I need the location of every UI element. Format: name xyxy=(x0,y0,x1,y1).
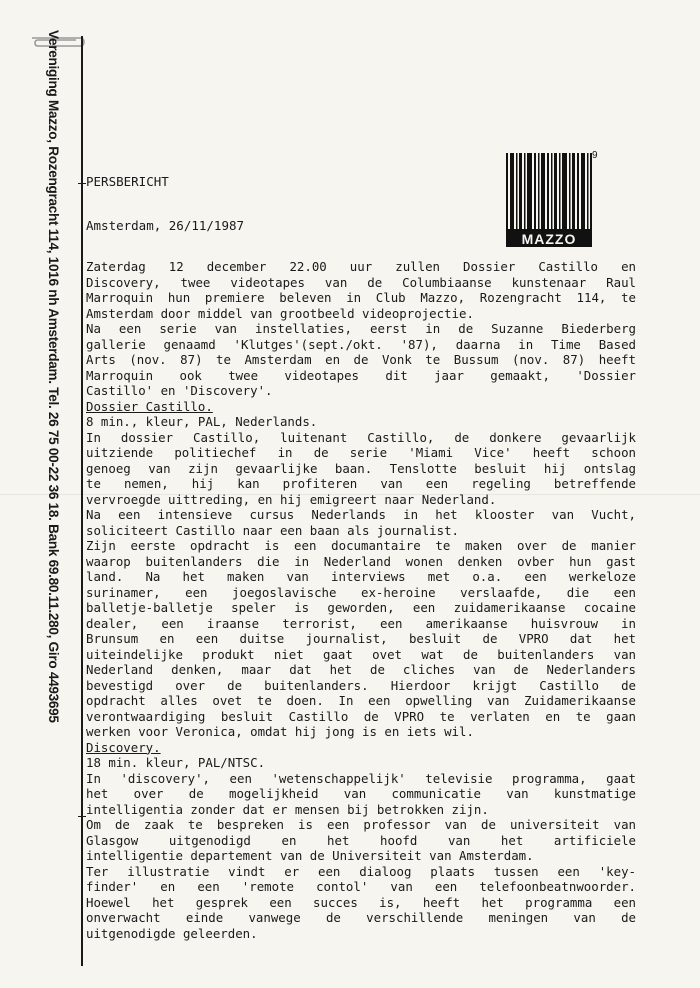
body-line: vervroegde uittreding, en hij emigreert naar Nederland. xyxy=(86,491,497,507)
body-line: Castillo' en 'Discovery'. xyxy=(86,383,273,398)
body-line: land. Na het maken van interviews met o.a. een werkeloze xyxy=(86,569,636,584)
logo-number: 9 xyxy=(592,150,598,161)
body-line: balletje-balletje speler is geworden, een zuidamerikaanse cocaine xyxy=(86,600,636,615)
body-line: intelligentia zonder dat er mensen bij betrokken zijn. xyxy=(86,801,489,817)
body-line: Na een intensieve cursus Nederlands in het klooster van Vucht, xyxy=(86,507,636,522)
body-line: Glasgow uitgenodigd en het hoofd van het artificiele xyxy=(86,832,636,848)
body-line: dealer, een iraanse terrorist, een amerikaanse huisvrouw in xyxy=(86,615,636,631)
body-line: Na een serie van instellaties, eerst in de Suzanne Biederberg xyxy=(86,321,636,336)
section-heading-discovery: Discovery. xyxy=(86,739,161,755)
section-heading-dossier-castillo: Dossier Castillo. xyxy=(86,398,213,414)
body-line: finder' en een 'remote contol' van een telefoonbeatnwoorder. xyxy=(86,879,636,894)
body-line: Zaterdag 12 december 22.00 uur zullen Dossier Castillo en xyxy=(86,259,636,274)
body-line: Om de zaak te bespreken is een professor van de universiteit van xyxy=(86,817,636,832)
body-line: In dossier Castillo, luitenant Castillo, de donkere gevaarlijk xyxy=(86,429,636,445)
body-line: onverwacht einde vanwege de verschillende meningen van de xyxy=(86,910,636,925)
hole-mark-bottom xyxy=(78,816,86,817)
body-line: bevestigd over de buitenlanders. Hierdoor krijgt Castillo de xyxy=(86,677,636,693)
mazzo-barcode-logo xyxy=(506,153,602,249)
body-line: 18 min. kleur, PAL/NTSC. xyxy=(86,755,266,770)
body-line: het over de mogelijkheid van communicatie van kunstmatige xyxy=(86,786,636,801)
hole-mark-top xyxy=(78,183,86,184)
body-line: In 'discovery', een 'wetenschappelijk' televisie programma, gaat xyxy=(86,770,636,786)
body-line: Hoewel het gesprek een succes is, heeft het programma een xyxy=(86,894,636,910)
body-line: Brunsum en een duitse journalist, besluit de VPRO dat het xyxy=(86,631,636,646)
sidebar-address: Vereniging Mazzo, Rozengracht 114, 1016 nh Amsterdam. Tel. 26 75 00-22 36 18. Bank 69.80.11.280, Giro 4493695 xyxy=(46,30,61,723)
body-line: te nemen, hij kan profiteren van een regeling betreffende xyxy=(86,476,636,491)
body-line: opdracht alles ovet te doen. In een opwelling van Zuidamerikaanse xyxy=(86,693,636,708)
body-line: genoeg van zijn gevaarlijke baan. Tenslotte besluit hij ontslag xyxy=(86,460,636,476)
body-line: Arts (nov. 87) te Amsterdam en de Vonk te Bussum (nov. 87) heeft xyxy=(86,352,636,367)
body-line: Nederland denken, maar dat het de cliches van de Nederlanders xyxy=(86,662,636,677)
body-line: gallerie genaamd 'Klutges'(sept./okt. '87), daarna in Time Based xyxy=(86,336,636,352)
body-line: uitziende politiechef in de serie 'Miami Vice' heeft schoon xyxy=(86,445,636,460)
body-line: uitgenodigde geleerden. xyxy=(86,925,258,941)
body-line: Marroquin hun premiere beleven in Club Mazzo, Rozengracht 114, te xyxy=(86,290,636,305)
dateline: Amsterdam, 26/11/1987 xyxy=(86,218,245,233)
body-line: surinamer, een joegoslavische ex-heroine verslaafde, die een xyxy=(86,584,636,600)
body-line: Ter illustratie vindt er een dialoog plaats tussen een 'key- xyxy=(86,863,636,879)
body-line: 8 min., kleur, PAL, Nederlands. xyxy=(86,414,318,429)
body-line: Zijn eerste opdracht is een documantaire te maken over de manier xyxy=(86,538,636,553)
body-line: Marroquin ook twee videotapes dit jaar gemaakt, 'Dossier xyxy=(86,367,636,383)
body-line: Amsterdam door middel van grootbeeld videoprojectie. xyxy=(86,305,474,321)
logo-text: MAZZO xyxy=(521,231,577,247)
press-release-body xyxy=(86,259,636,941)
body-line: werken voor Veronica, omdat hij jong is en iets wil. xyxy=(86,724,474,739)
press-release-label: PERSBERICHT xyxy=(86,174,169,189)
body-line: soliciteert Castillo naar een baan als journalist. xyxy=(86,522,459,538)
body-line: verontwaardiging besluit Castillo de VPRO te verlaten en te gaan xyxy=(86,708,636,724)
body-line: waarop buitenlanders die in Nederland wonen denken ovber hun gast xyxy=(86,553,636,569)
binding-rule xyxy=(81,36,83,966)
body-line: uiteindelijke produkt niet gaat ovet wat de buitenlanders van xyxy=(86,646,636,662)
body-line: intelligentie departement van de Universiteit van Amsterdam. xyxy=(86,848,534,863)
body-line: Discovery, twee videotapes van de Columbiaanse kunstenaar Raul xyxy=(86,274,636,290)
